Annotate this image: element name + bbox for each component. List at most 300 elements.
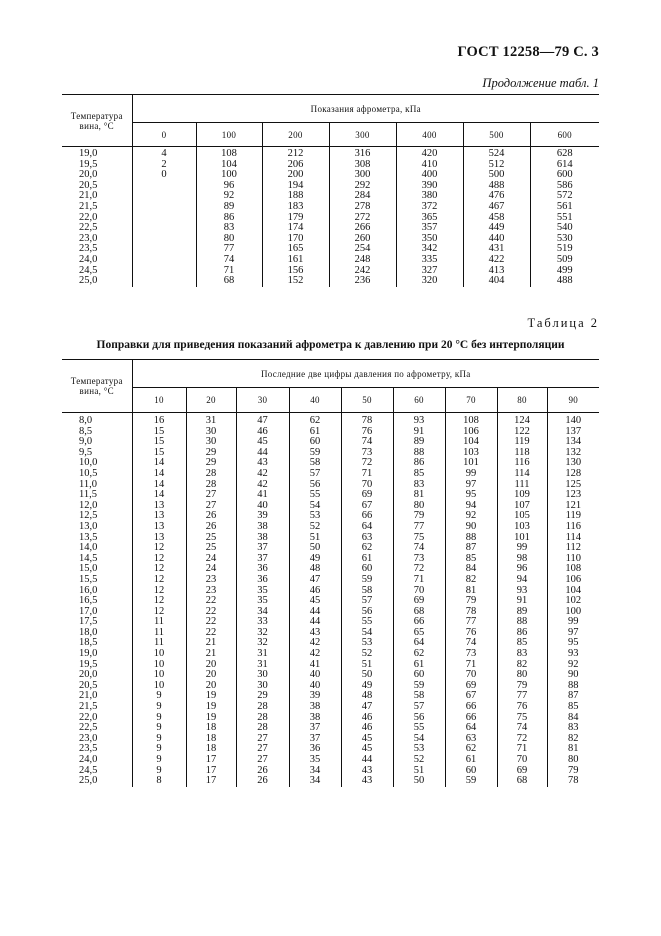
value-cell: 212 [262, 147, 329, 160]
value-cell: 73 [445, 649, 497, 660]
value-cell: 97 [547, 628, 599, 639]
value-cell [132, 244, 196, 255]
value-cell: 105 [497, 511, 547, 522]
value-cell: 96 [196, 181, 262, 192]
value-cell: 98 [497, 554, 547, 565]
table-row [62, 522, 599, 533]
value-cell [132, 202, 196, 213]
table-row [62, 276, 599, 287]
value-cell: 30 [186, 427, 236, 438]
value-cell: 35 [289, 755, 341, 766]
value-cell: 140 [547, 413, 599, 427]
value-cell: 56 [289, 480, 341, 491]
value-cell: 68 [393, 607, 445, 618]
temperature-cell: 20,0 [79, 169, 98, 181]
value-cell: 26 [236, 766, 289, 777]
temperature-cell: 14,5 [79, 552, 98, 564]
group-header: Последние две цифры давления по афрометру, кПа [132, 360, 599, 388]
value-cell: 44 [289, 607, 341, 618]
table-row [62, 755, 599, 766]
value-cell: 91 [497, 596, 547, 607]
value-cell: 69 [445, 681, 497, 692]
value-cell: 22 [186, 607, 236, 618]
value-cell: 74 [497, 723, 547, 734]
value-cell: 77 [497, 691, 547, 702]
value-cell: 22 [186, 628, 236, 639]
table-row [62, 255, 599, 266]
value-cell: 42 [289, 649, 341, 660]
value-cell: 350 [396, 234, 463, 245]
value-cell: 53 [341, 638, 393, 649]
value-cell: 125 [547, 480, 599, 491]
value-cell: 70 [497, 755, 547, 766]
value-cell: 335 [396, 255, 463, 266]
value-cell: 68 [497, 776, 547, 787]
value-cell: 54 [289, 501, 341, 512]
value-cell: 64 [393, 638, 445, 649]
value-cell: 23 [186, 586, 236, 597]
value-cell: 18 [186, 734, 236, 745]
value-cell: 62 [341, 543, 393, 554]
value-cell: 38 [289, 702, 341, 713]
value-cell: 78 [547, 776, 599, 787]
value-cell: 39 [289, 691, 341, 702]
value-cell: 16 [132, 413, 186, 427]
value-cell: 410 [396, 160, 463, 171]
value-cell: 85 [497, 638, 547, 649]
temperature-cell: 24,5 [79, 264, 98, 276]
value-cell: 44 [236, 448, 289, 459]
value-cell: 109 [497, 490, 547, 501]
value-cell: 8 [132, 776, 186, 787]
value-cell: 45 [341, 744, 393, 755]
temperature-cell: 11,0 [79, 478, 97, 490]
table-row [62, 266, 599, 277]
temperature-cell: 11,5 [79, 489, 97, 501]
value-cell: 130 [547, 458, 599, 469]
value-cell: 25 [186, 543, 236, 554]
value-cell: 75 [393, 533, 445, 544]
value-cell [132, 234, 196, 245]
temperature-cell: 23,0 [79, 232, 98, 244]
value-cell: 69 [393, 596, 445, 607]
value-cell: 69 [497, 766, 547, 777]
value-cell: 90 [547, 670, 599, 681]
value-cell: 27 [236, 734, 289, 745]
value-cell: 87 [547, 691, 599, 702]
value-cell: 14 [132, 480, 186, 491]
value-cell: 38 [236, 533, 289, 544]
value-cell: 9 [132, 734, 186, 745]
value-cell: 116 [547, 522, 599, 533]
value-cell: 365 [396, 213, 463, 224]
value-cell: 15 [132, 437, 186, 448]
value-cell: 11 [132, 617, 186, 628]
temperature-cell: 13,0 [79, 520, 98, 532]
value-cell: 54 [393, 734, 445, 745]
value-cell: 64 [445, 723, 497, 734]
value-cell: 71 [393, 575, 445, 586]
value-cell: 70 [445, 670, 497, 681]
value-cell: 46 [341, 723, 393, 734]
column-header: 300 [329, 123, 396, 147]
value-cell: 94 [445, 501, 497, 512]
column-header: 80 [497, 388, 547, 413]
value-cell: 42 [289, 638, 341, 649]
value-cell: 420 [396, 147, 463, 160]
value-cell: 80 [196, 234, 262, 245]
value-cell: 61 [393, 660, 445, 671]
value-cell: 55 [341, 617, 393, 628]
value-cell: 44 [341, 755, 393, 766]
value-cell: 404 [463, 276, 530, 287]
value-cell: 512 [463, 160, 530, 171]
temperature-cell: 19,0 [79, 148, 98, 159]
value-cell: 47 [341, 702, 393, 713]
value-cell: 15 [132, 427, 186, 438]
value-cell: 104 [196, 160, 262, 171]
temperature-cell: 21,5 [79, 200, 98, 212]
value-cell: 35 [236, 586, 289, 597]
value-cell: 55 [393, 723, 445, 734]
value-cell: 40 [289, 681, 341, 692]
value-cell: 53 [289, 511, 341, 522]
value-cell [132, 276, 196, 287]
value-cell [132, 255, 196, 266]
column-header: 50 [341, 388, 393, 413]
value-cell: 71 [497, 744, 547, 755]
temperature-cell: 12,0 [79, 499, 98, 511]
value-cell: 77 [445, 617, 497, 628]
value-cell: 32 [236, 628, 289, 639]
value-cell: 36 [236, 564, 289, 575]
value-cell: 572 [530, 191, 599, 202]
value-cell: 48 [289, 564, 341, 575]
value-cell: 86 [497, 628, 547, 639]
value-cell: 12 [132, 596, 186, 607]
value-cell: 586 [530, 181, 599, 192]
value-cell: 10 [132, 681, 186, 692]
value-cell: 12 [132, 575, 186, 586]
temperature-cell: 23,5 [79, 243, 98, 255]
value-cell: 9 [132, 691, 186, 702]
value-cell: 84 [547, 713, 599, 724]
value-cell: 92 [196, 191, 262, 202]
temperature-cell: 8,0 [79, 415, 93, 426]
value-cell: 12 [132, 586, 186, 597]
value-cell: 99 [445, 469, 497, 480]
value-cell: 20 [186, 660, 236, 671]
value-cell: 21 [186, 649, 236, 660]
temperature-cell: 25,0 [79, 275, 98, 287]
value-cell: 614 [530, 160, 599, 171]
value-cell: 43 [236, 458, 289, 469]
value-cell: 42 [236, 480, 289, 491]
value-cell: 100 [196, 170, 262, 181]
value-cell: 83 [196, 223, 262, 234]
value-cell: 22 [186, 617, 236, 628]
value-cell: 99 [497, 543, 547, 554]
value-cell: 174 [262, 223, 329, 234]
value-cell: 89 [497, 607, 547, 618]
table-1 [62, 94, 599, 287]
value-cell: 44 [289, 617, 341, 628]
corner-header: Температура вина, °С [70, 110, 123, 131]
value-cell: 114 [497, 469, 547, 480]
value-cell: 9 [132, 766, 186, 777]
table-row [62, 170, 599, 181]
value-cell: 30 [186, 437, 236, 448]
value-cell: 94 [497, 575, 547, 586]
value-cell: 79 [445, 596, 497, 607]
value-cell: 29 [186, 458, 236, 469]
temperature-cell: 19,5 [79, 158, 98, 170]
table-row [62, 413, 599, 427]
value-cell: 80 [547, 755, 599, 766]
column-header: 30 [236, 388, 289, 413]
value-cell: 45 [289, 596, 341, 607]
value-cell: 71 [445, 660, 497, 671]
temperature-cell: 9,5 [79, 446, 93, 458]
value-cell: 320 [396, 276, 463, 287]
value-cell: 15 [132, 448, 186, 459]
value-cell: 76 [497, 702, 547, 713]
value-cell: 500 [463, 170, 530, 181]
column-header: 100 [196, 123, 262, 147]
value-cell: 467 [463, 202, 530, 213]
value-cell: 63 [445, 734, 497, 745]
value-cell: 88 [497, 617, 547, 628]
table-row [62, 181, 599, 192]
value-cell: 89 [196, 202, 262, 213]
value-cell: 42 [236, 469, 289, 480]
value-cell: 88 [393, 448, 445, 459]
value-cell: 47 [289, 575, 341, 586]
value-cell: 88 [445, 533, 497, 544]
value-cell: 54 [341, 628, 393, 639]
value-cell: 72 [497, 734, 547, 745]
value-cell: 80 [393, 501, 445, 512]
value-cell: 52 [393, 755, 445, 766]
value-cell: 30 [236, 681, 289, 692]
value-cell: 188 [262, 191, 329, 202]
value-cell: 67 [341, 501, 393, 512]
value-cell: 19 [186, 691, 236, 702]
value-cell: 12 [132, 607, 186, 618]
value-cell: 74 [445, 638, 497, 649]
value-cell: 81 [445, 586, 497, 597]
temperature-cell: 20,0 [79, 669, 98, 681]
value-cell: 179 [262, 213, 329, 224]
value-cell: 206 [262, 160, 329, 171]
value-cell: 27 [236, 755, 289, 766]
value-cell: 59 [341, 575, 393, 586]
value-cell: 28 [186, 480, 236, 491]
temperature-cell: 21,0 [79, 690, 98, 702]
value-cell: 77 [393, 522, 445, 533]
value-cell: 43 [341, 776, 393, 787]
value-cell: 27 [186, 490, 236, 501]
table-row [62, 244, 599, 255]
value-cell: 413 [463, 266, 530, 277]
value-cell: 102 [547, 596, 599, 607]
value-cell: 50 [289, 543, 341, 554]
value-cell: 45 [236, 437, 289, 448]
value-cell: 90 [445, 522, 497, 533]
value-cell: 9 [132, 702, 186, 713]
temperature-cell: 13,5 [79, 531, 98, 543]
value-cell: 380 [396, 191, 463, 202]
value-cell: 37 [236, 554, 289, 565]
column-header: 60 [393, 388, 445, 413]
value-cell: 34 [289, 766, 341, 777]
value-cell: 93 [393, 413, 445, 427]
table-row [62, 160, 599, 171]
value-cell: 31 [236, 649, 289, 660]
value-cell: 600 [530, 170, 599, 181]
value-cell: 39 [236, 511, 289, 522]
value-cell: 76 [445, 628, 497, 639]
value-cell [132, 181, 196, 192]
value-cell: 89 [393, 437, 445, 448]
value-cell: 57 [341, 596, 393, 607]
value-cell: 61 [289, 427, 341, 438]
value-cell: 81 [547, 744, 599, 755]
value-cell: 21 [186, 638, 236, 649]
table-row [62, 469, 599, 480]
column-header: 40 [289, 388, 341, 413]
value-cell: 152 [262, 276, 329, 287]
value-cell: 327 [396, 266, 463, 277]
value-cell: 61 [341, 554, 393, 565]
temperature-cell: 24,0 [79, 253, 98, 265]
temperature-cell: 16,5 [79, 595, 98, 607]
value-cell: 85 [445, 554, 497, 565]
value-cell: 68 [196, 276, 262, 287]
value-cell: 40 [289, 670, 341, 681]
value-cell: 85 [547, 702, 599, 713]
value-cell: 104 [445, 437, 497, 448]
value-cell: 91 [393, 427, 445, 438]
column-header: 0 [132, 123, 196, 147]
value-cell: 9 [132, 713, 186, 724]
value-cell: 27 [236, 744, 289, 755]
value-cell: 51 [341, 660, 393, 671]
value-cell: 93 [547, 649, 599, 660]
value-cell: 9 [132, 723, 186, 734]
value-cell: 59 [393, 681, 445, 692]
value-cell: 31 [236, 660, 289, 671]
value-cell: 431 [463, 244, 530, 255]
value-cell: 23 [186, 575, 236, 586]
value-cell: 50 [393, 776, 445, 787]
value-cell: 156 [262, 266, 329, 277]
value-cell: 82 [445, 575, 497, 586]
value-cell: 342 [396, 244, 463, 255]
value-cell: 119 [547, 511, 599, 522]
value-cell: 93 [497, 586, 547, 597]
value-cell: 284 [329, 191, 396, 202]
value-cell: 78 [445, 607, 497, 618]
value-cell: 65 [393, 628, 445, 639]
value-cell: 26 [186, 511, 236, 522]
value-cell: 11 [132, 628, 186, 639]
value-cell: 28 [236, 723, 289, 734]
table-row [62, 147, 599, 160]
value-cell: 99 [547, 617, 599, 628]
value-cell: 50 [341, 670, 393, 681]
value-cell: 137 [547, 427, 599, 438]
value-cell: 52 [341, 649, 393, 660]
value-cell: 628 [530, 147, 599, 160]
value-cell: 60 [393, 670, 445, 681]
value-cell: 28 [236, 713, 289, 724]
temperature-cell: 22,0 [79, 211, 98, 223]
value-cell: 30 [236, 670, 289, 681]
value-cell: 69 [341, 490, 393, 501]
value-cell: 96 [497, 564, 547, 575]
column-header: 500 [463, 123, 530, 147]
temperature-cell: 17,5 [79, 616, 98, 628]
temperature-cell: 24,5 [79, 764, 98, 776]
value-cell: 183 [262, 202, 329, 213]
table-2-caption: Таблица 2 [527, 316, 599, 330]
table-row [62, 234, 599, 245]
temperature-cell: 10,0 [79, 457, 98, 469]
value-cell: 27 [186, 501, 236, 512]
value-cell: 499 [530, 266, 599, 277]
value-cell: 422 [463, 255, 530, 266]
value-cell [132, 223, 196, 234]
value-cell: 97 [445, 480, 497, 491]
value-cell: 161 [262, 255, 329, 266]
value-cell: 101 [497, 533, 547, 544]
value-cell: 60 [289, 437, 341, 448]
value-cell: 121 [547, 501, 599, 512]
value-cell: 72 [341, 458, 393, 469]
value-cell: 86 [196, 213, 262, 224]
value-cell: 400 [396, 170, 463, 181]
value-cell: 33 [236, 617, 289, 628]
value-cell: 41 [289, 660, 341, 671]
value-cell: 56 [341, 607, 393, 618]
value-cell: 83 [497, 649, 547, 660]
value-cell: 24 [186, 564, 236, 575]
value-cell: 80 [497, 670, 547, 681]
value-cell: 11 [132, 638, 186, 649]
value-cell: 29 [236, 691, 289, 702]
value-cell: 17 [186, 766, 236, 777]
table-2-title: Поправки для приведения показаний афрометра к давлению при 20 °С без интерполяции [96, 339, 565, 351]
value-cell: 74 [393, 543, 445, 554]
value-cell: 49 [341, 681, 393, 692]
value-cell: 24 [186, 554, 236, 565]
value-cell: 43 [341, 766, 393, 777]
value-cell: 272 [329, 213, 396, 224]
value-cell: 10 [132, 670, 186, 681]
temperature-cell: 22,0 [79, 711, 98, 723]
value-cell: 60 [341, 564, 393, 575]
value-cell: 62 [445, 744, 497, 755]
value-cell: 316 [329, 147, 396, 160]
value-cell: 59 [445, 776, 497, 787]
table-row [62, 202, 599, 213]
value-cell: 95 [547, 638, 599, 649]
value-cell: 14 [132, 469, 186, 480]
value-cell: 75 [497, 713, 547, 724]
value-cell [132, 191, 196, 202]
value-cell: 81 [393, 490, 445, 501]
